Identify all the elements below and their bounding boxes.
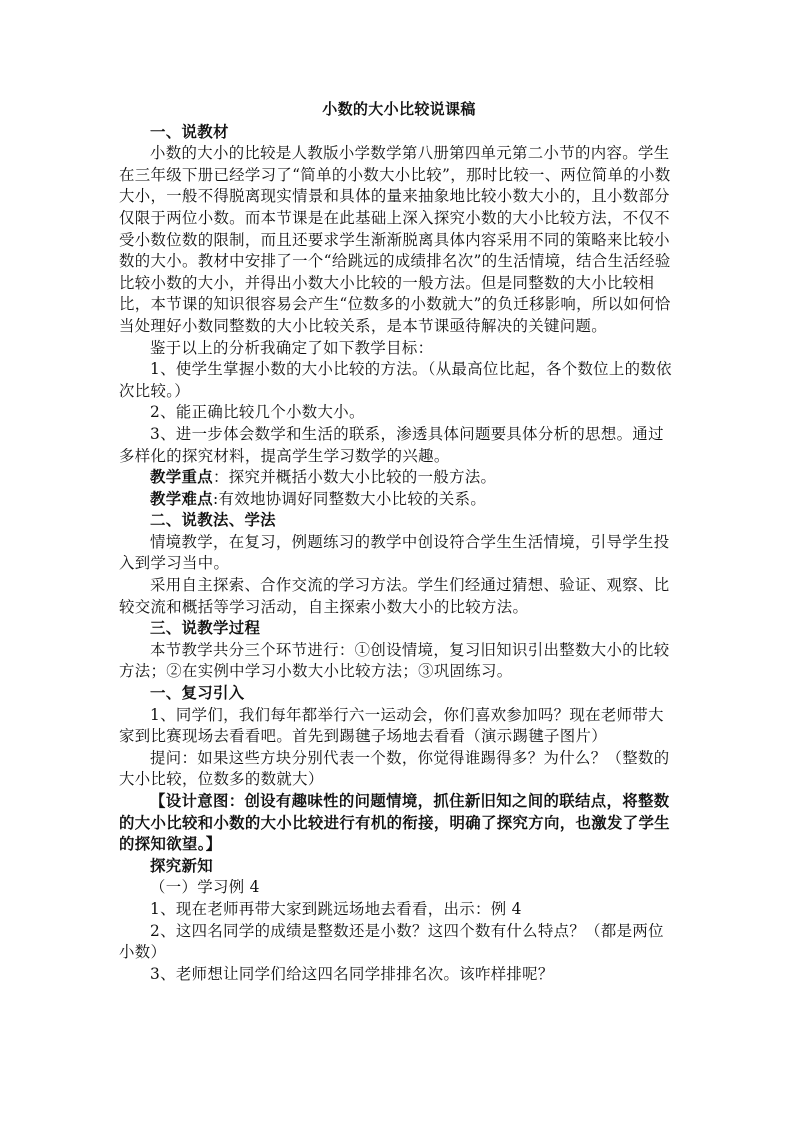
difficulty-point-text: :有效地协调好同整数大小比较的关系。 (212, 489, 487, 508)
paragraph: 采用自主探索、合作交流的学习方法。学生们经通过猜想、验证、观察、比较交流和概括等学习活动，自主探索小数大小的比较方法。 (119, 576, 670, 616)
paragraph: 提问：如果这些方块分别代表一个数，你觉得谁踢得多？为什么？（整数的大小比较，位数多的数就大） (119, 748, 670, 789)
objective-item: 3、进一步体会数学和生活的联系，渗透具体问题要具体分析的思想。通过多样化的探究材料，提高学生学习数学的兴趣。 (119, 424, 664, 465)
difficulty-point-label: 教学难点 (150, 489, 213, 508)
paragraph: （一）学习例 4 (150, 878, 260, 897)
document-title: 小数的大小比较说课稿 (322, 100, 476, 118)
section-heading-process: 三、说教学过程 (150, 619, 261, 638)
section-heading-methods: 二、说教法、学法 (150, 511, 276, 530)
section-heading-teaching-material: 一、说教材 (150, 122, 229, 141)
objective-item: 2、能正确比较几个小数大小。 (150, 403, 365, 422)
paragraph: 情境教学，在复习，例题练习的教学中创设符合学生生活情境，引导学生投入到学习当中。 (119, 532, 670, 573)
difficulty-point (119, 489, 679, 511)
document-body (119, 99, 679, 985)
paragraph: 3、老师想让同学们给这四名同学排排名次。该咋样排呢？ (150, 964, 554, 983)
key-point-label: 教学重点 (150, 468, 213, 487)
paragraph: 本节教学共分三个环节进行：①创设情境，复习旧知识引出整数大小的比较方法；②在实例中学习小数大小比较方法；③巩固练习。 (119, 640, 670, 681)
objective-item: 1、使学生掌握小数的大小比较的方法。（从最高位比起，各个数位上的数依次比较。） (119, 360, 672, 400)
subsection-heading-review: 一、复习引入 (150, 684, 245, 703)
paragraph: 1、同学们，我们每年都举行六一运动会，你们喜欢参加吗？现在老师带大家到比赛现场去看看吧。首先到踢毽子场地去看看（演示踢毽子图片） (119, 705, 664, 746)
key-point-text: ：探究并概括小数大小比较的一般方法。 (212, 468, 497, 487)
paragraph: 小数的大小的比较是人教版小学数学第八册第四单元第二小节的内容。学生在三年级下册已经学习了“简单的小数大小比较”，那时比较一、两位简单的小数大小，一般不得脱离现实情景和具体的量来抽象地比较小数大小的，且小数部分仅限于两位小数。而本节课是在此基础上深入探究小数的大小比较方法，不仅不受小数位数的限制，而且还要求学生渐渐脱离具体内容采用不同的策略来比较小数的大小。教材中安排了一个“给跳远的成绩排名次”的生活情境，结合生活经验比较小数的大小，并得出小数大小比较的一般方法。但是同整数的大小比较相比，本节课的知识很容易会产生“位数多的小数就大”的负迁移影响，所以如何恰当处理好小数同整数的大小比较关系，是本节课亟待解决的关键问题。 (119, 144, 671, 335)
subsection-heading-explore: 探究新知 (150, 856, 213, 875)
key-point (119, 467, 679, 489)
paragraph: 1、现在老师再带大家到跳远场地去看看，出示：例 4 (150, 899, 522, 918)
paragraph: 鉴于以上的分析我确定了如下教学目标： (150, 338, 434, 357)
design-intent-note: 【设计意图：创设有趣味性的问题情境，抓住新旧知之间的联结点，将整数的大小比较和小数的大小比较进行有机的衔接，明确了探究方向，也激发了学生的探知欲望。】 (119, 792, 670, 854)
paragraph: 2、这四名同学的成绩是整数还是小数？这四个数有什么特点？（都是两位小数） (119, 921, 664, 962)
